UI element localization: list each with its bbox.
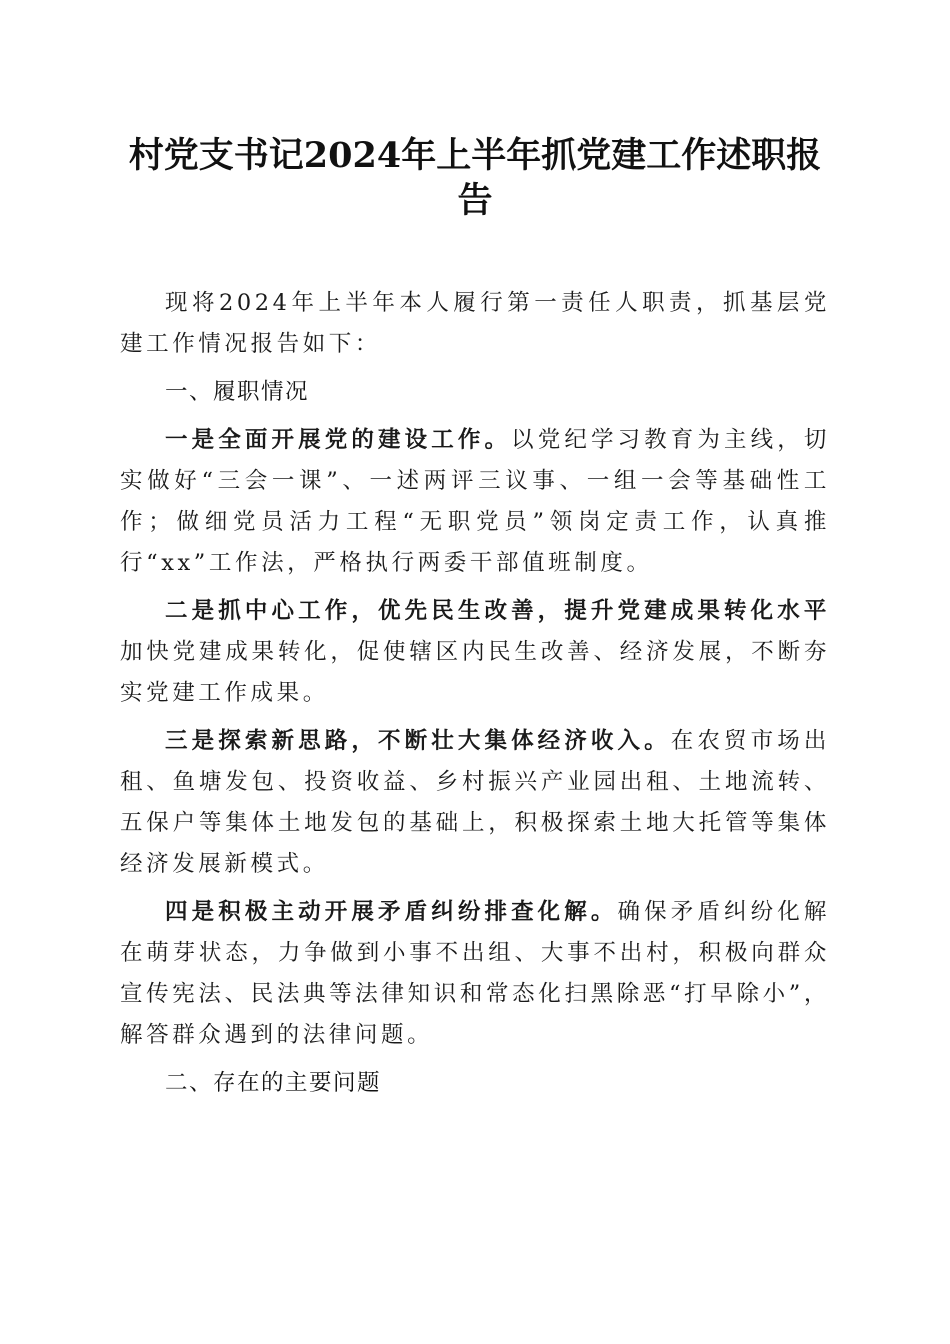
item-lead-2: 二是抓中心工作，优先民生改善，提升党建成果转化水平 xyxy=(165,598,830,624)
item-lead-3: 三是探索新思路，不断壮大集体经济收入。 xyxy=(165,728,671,754)
item-paragraph-1 xyxy=(120,420,830,584)
intro-paragraph: 现将2024年上半年本人履行第一责任人职责，抓基层党建工作情况报告如下： xyxy=(120,290,830,357)
item-text-1: 以党纪学习教育为主线，切实做好“三会一课”、一述两评三议事、一组一会等基础性工作；做细党员活力工程“无职党员”领岗定责工作，认真推行“xx”工作法，严格执行两委干部值班制度。 xyxy=(120,427,831,576)
section-heading-problems: 二、存在的主要问题 xyxy=(165,1070,382,1096)
item-paragraph-4 xyxy=(120,892,830,1056)
document-body xyxy=(120,283,830,1104)
item-text-3: 在农贸市场出租、鱼塘发包、投资收益、乡村振兴产业园出租、土地流转、五保户等集体土地发包的基础上，积极探索土地大托管等集体经济发展新模式。 xyxy=(120,728,830,877)
item-text-4: 确保矛盾纠纷化解在萌芽状态，力争做到小事不出组、大事不出村，积极向群众宣传宪法、民法典等法律知识和常态化扫黑除恶“打早除小”，解答群众遇到的法律问题。 xyxy=(120,899,830,1048)
item-paragraph-3 xyxy=(120,721,830,885)
item-lead-4: 四是积极主动开展矛盾纠纷排查化解。 xyxy=(165,899,618,925)
item-lead-1: 一是全面开展党的建设工作。 xyxy=(165,427,512,453)
item-paragraph-2 xyxy=(120,591,830,714)
section-heading-performance: 一、履职情况 xyxy=(165,379,310,405)
item-text-2: 加快党建成果转化，促使辖区内民生改善、经济发展，不断夯实党建工作成果。 xyxy=(120,639,830,706)
document-title: 村党支书记2024年上半年抓党建工作述职报告 xyxy=(128,135,822,221)
